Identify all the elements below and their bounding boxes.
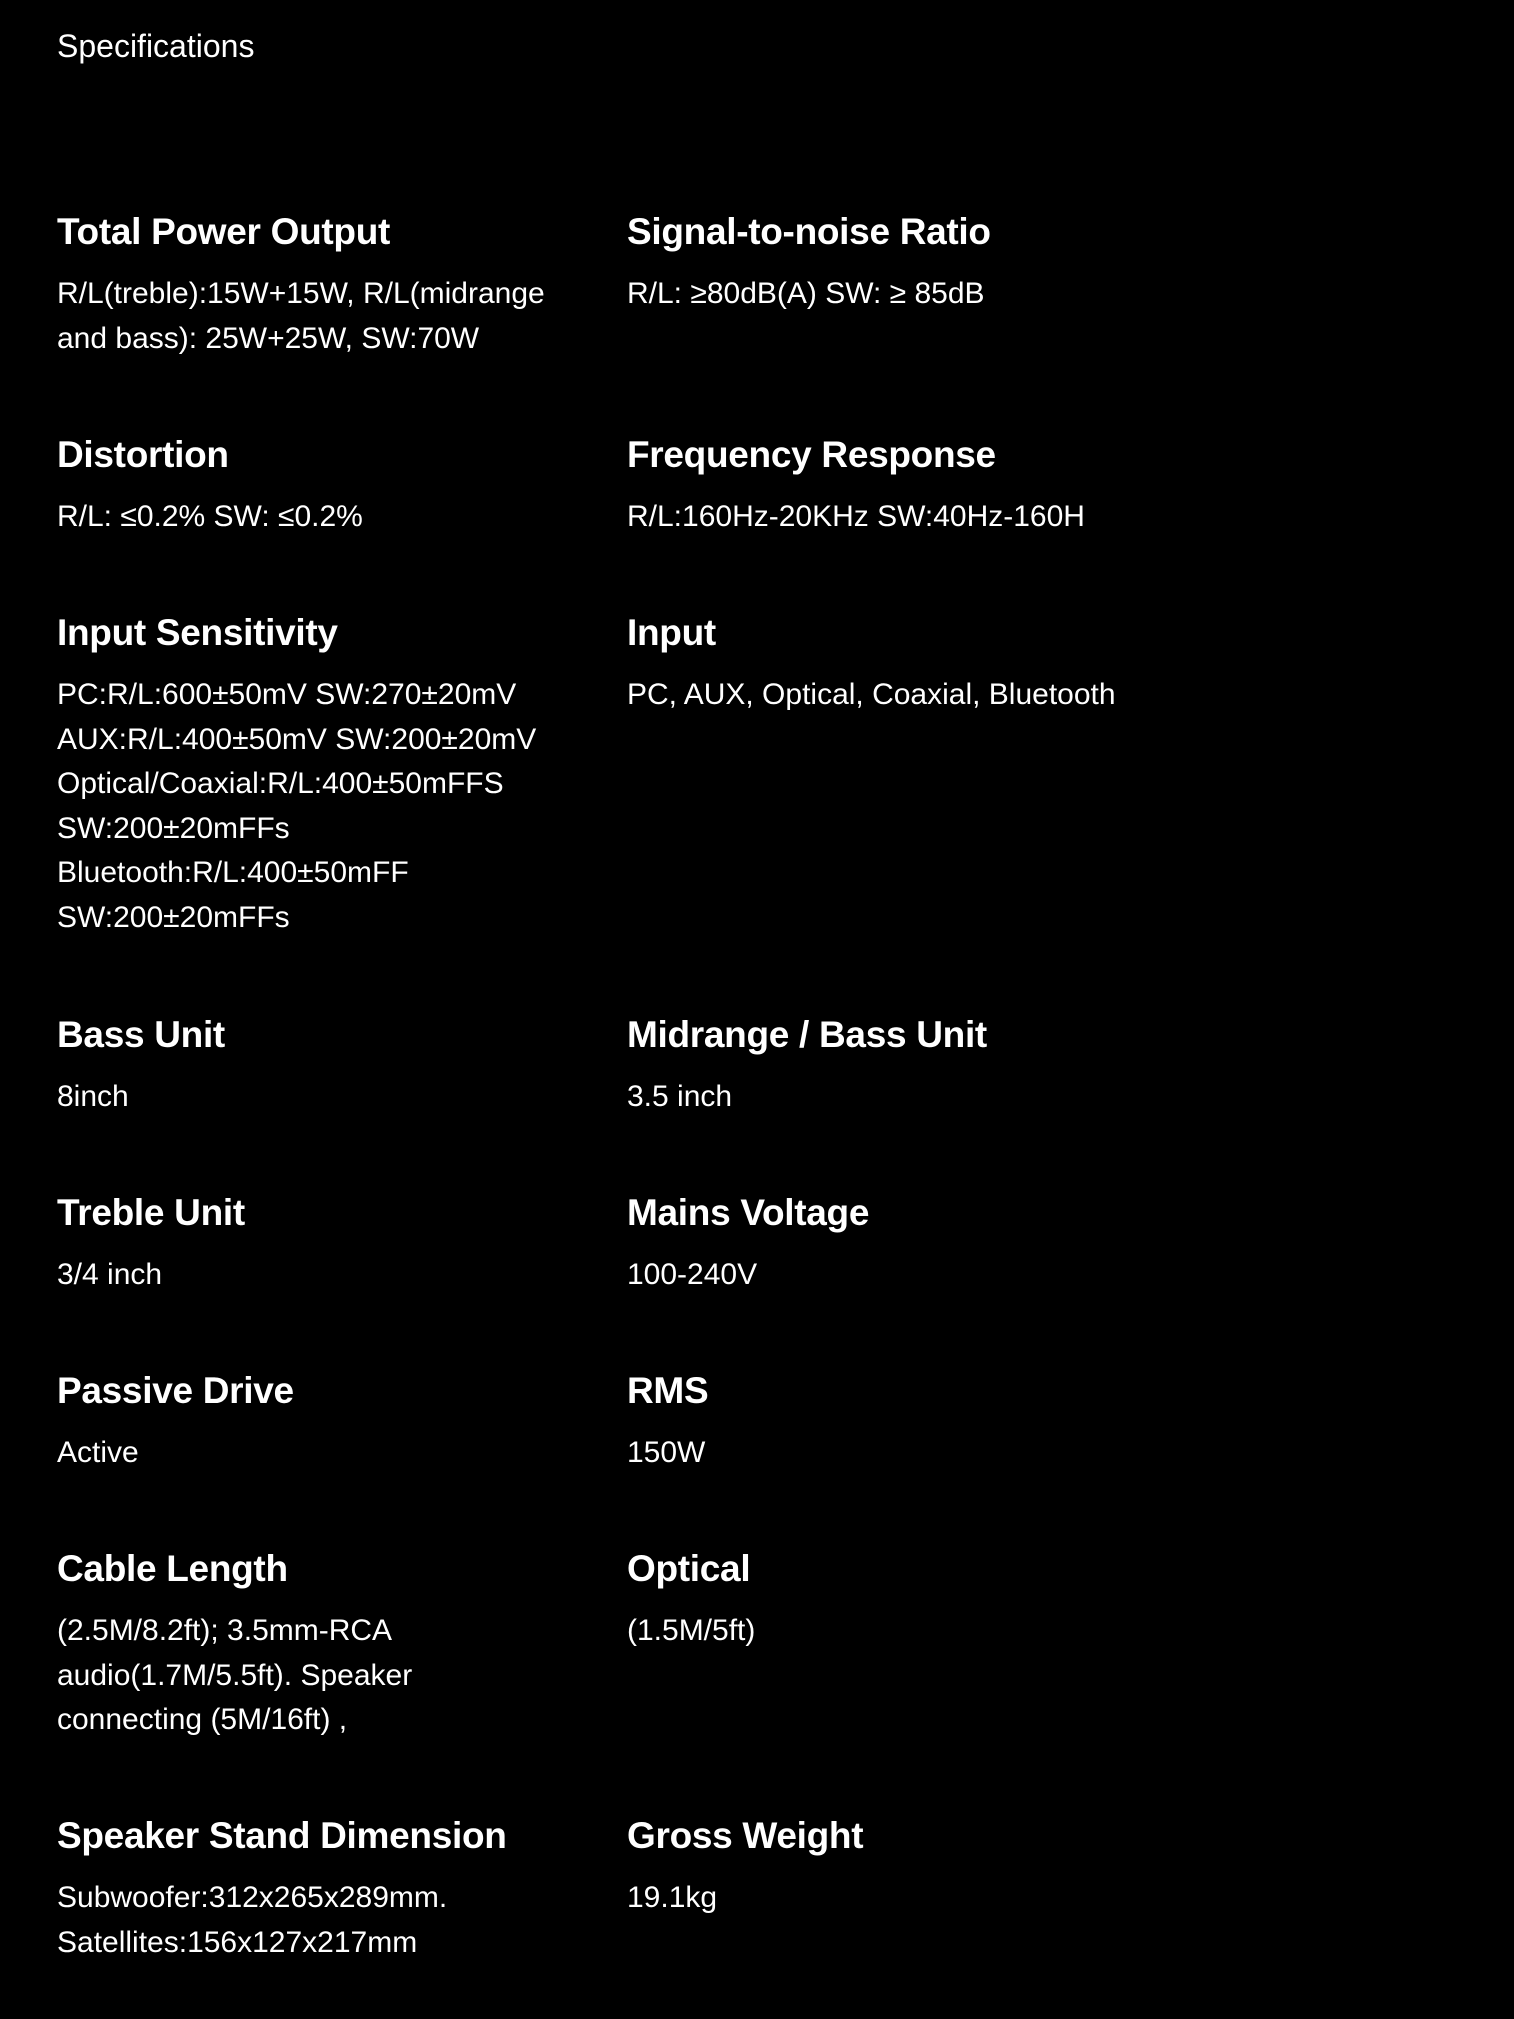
spec-value: R/L:160Hz-20KHz SW:40Hz-160H [627,500,1085,533]
page-title: Specifications [57,28,255,64]
spec-title: Frequency Response [627,434,996,475]
spec-value: 150W [627,1436,706,1469]
spec-item-signal-to-noise-ratio [627,210,1157,317]
spec-item-input [627,611,1157,718]
spec-title: Midrange / Bass Unit [627,1014,987,1055]
spec-item-gross-weight [627,1814,1157,1921]
spec-value: Active [57,1436,139,1469]
spec-value: (2.5M/8.2ft); 3.5mm-RCA audio(1.7M/5.5ft). Speaker connecting (5M/16ft) , [57,1614,413,1736]
spec-item-bass-unit [57,1013,587,1120]
spec-title: Distortion [57,434,229,475]
spec-value: PC:R/L:600±50mV SW:270±20mV AUX:R/L:400±50mV SW:200±20mV Optical/Coaxial:R/L:400±50mFFS SW:200±20mFFs Bluetooth:R/L:400±50mFF SW:200±20mFFs [57,678,537,934]
spec-title: Input Sensitivity [57,612,338,653]
spec-value: 3/4 inch [57,1258,163,1291]
spec-value: PC, AUX, Optical, Coaxial, Bluetooth [627,678,1116,711]
spec-title: Cable Length [57,1548,288,1589]
spec-value: (1.5M/5ft) [627,1614,756,1647]
spec-value: R/L(treble):15W+15W, R/L(midrange and bass): 25W+25W, SW:70W [57,277,545,355]
spec-value: R/L: ≤0.2% SW: ≤0.2% [57,500,363,533]
spec-title: RMS [627,1370,709,1411]
spec-value: Subwoofer:312x265x289mm. Satellites:156x127x217mm [57,1881,448,1959]
spec-value: 100-240V [627,1258,758,1291]
spec-item-optical [627,1547,1157,1654]
spec-value: 19.1kg [627,1881,718,1914]
spec-item-mains-voltage [627,1191,1157,1298]
spec-title: Optical [627,1548,751,1589]
spec-title: Signal-to-noise Ratio [627,211,991,252]
spec-title: Mains Voltage [627,1192,870,1233]
spec-item-rms [627,1369,1157,1476]
spec-item-frequency-response [627,433,1157,540]
spec-item-treble-unit [57,1191,587,1298]
spec-item-input-sensitivity [57,611,587,940]
spec-item-speaker-stand-dimension [57,1814,587,1965]
spec-title: Total Power Output [57,211,391,252]
spec-item-passive-drive [57,1369,587,1476]
spec-title: Bass Unit [57,1014,225,1055]
spec-title: Gross Weight [627,1815,864,1856]
spec-title: Passive Drive [57,1370,294,1411]
spec-item-total-power-output [57,210,587,361]
spec-item-cable-length [57,1547,587,1743]
spec-title: Treble Unit [57,1192,245,1233]
spec-value: R/L: ≥80dB(A) SW: ≥ 85dB [627,277,985,310]
spec-title: Speaker Stand Dimension [57,1815,507,1856]
spec-item-distortion [57,433,587,540]
spec-value: 3.5 inch [627,1080,733,1113]
spec-item-midrange-bass-unit [627,1013,1157,1120]
spec-value: 8inch [57,1080,129,1113]
spec-title: Input [627,612,716,653]
